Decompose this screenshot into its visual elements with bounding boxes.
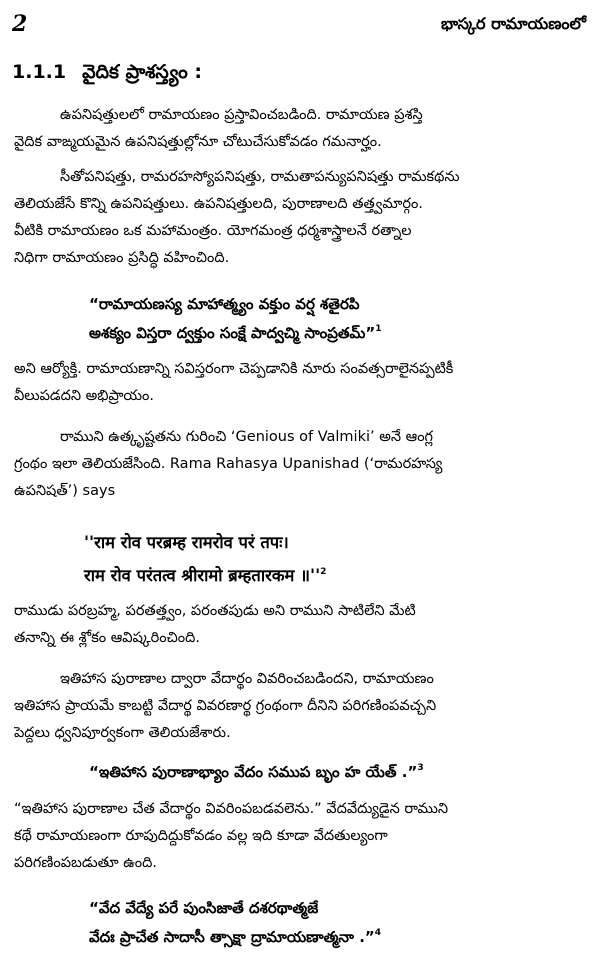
text-line: తెలియజేసే కొన్ని ఉపనిషత్తులు. ఉపనిషత్తులది, పురాణాలది తత్త్వమార్గం. <box>14 196 423 212</box>
text-line: గ్రంథం ఇలా తెలియజేసింది. Rama Rahasya Upanishad (‘రామరహస్య <box>14 456 443 472</box>
section-number: 1.1.1 <box>12 61 67 83</box>
text-line: తనాన్ని ఈ శ్లోకం ఆవిష్కరించింది. <box>14 630 200 646</box>
text-line: రాముని ఉత్కృష్టతను గురించి ‘Genious of Valmiki’ అనే ఆంగ్ల <box>60 429 433 445</box>
verse-line: “రామాయణస్య మాహాత్మ్యం వక్తుం వర్ష శతైరపి <box>89 295 360 313</box>
verse-text: “ఇతిహాస పురాణాభ్యాం వేదం సముప బృం హ యేత్ .” <box>89 763 418 781</box>
text-line: వైదిక వాఙ్మయమైన ఉపనిషత్తుల్లోనూ చోటుచేసుకోవడం గమనార్హం. <box>14 134 382 150</box>
paragraph-3 <box>14 356 586 410</box>
text-line: కథే రామాయణంగా రూపుదిద్దుకోవడం వల్ల ఇది కూడా వేదతుల్యంగా <box>14 828 388 844</box>
text-line: “ఇతిహాస పురాణాల చేత వేదార్థం వివరింపబడవలెను.” వేదవేద్యుడైన రాముని <box>14 801 449 817</box>
paragraph-2 <box>14 164 586 272</box>
text-line: వీటికి రామాయణం ఒక మహామంత్రం. యోగమంత్ర ధర్మశాస్త్రాలనే రత్నాల <box>14 223 412 239</box>
text-line: సీతోపనిషత్తు, రామరహస్యోపనిషత్తు, రామతాపన్యుపనిషత్తు రామకథను <box>60 169 460 185</box>
verse-line <box>14 923 586 952</box>
paragraph-4 <box>14 424 586 505</box>
text-line: ఇతిహాస పురాణాల ద్వారా వేదార్థం వివరించబడిందని, రామాయణం <box>60 671 434 687</box>
footnote-marker: 1 <box>375 324 382 334</box>
verse-line <box>14 758 586 787</box>
verse-quote-2 <box>14 526 586 592</box>
verse-text: అశక్యం విస్తరా ద్వక్తుం సంక్షే పాద్వచ్మి సాంప్రతమ్” <box>89 324 376 342</box>
paragraph-7 <box>14 796 586 877</box>
text-line: ఉపనిషత్’) says <box>14 483 116 499</box>
text-line: ఉపనిషత్తులలో రామాయణం ప్రస్తావించబడింది. రామాయణ ప్రశస్తి <box>60 107 423 123</box>
section-title: వైదిక ప్రాశస్త్యం : <box>82 61 202 83</box>
footnote-marker: 4 <box>374 928 382 938</box>
paragraph-6 <box>14 666 586 747</box>
verse-quote-4 <box>14 894 586 952</box>
running-head: భాస్కర రామాయణంలో <box>441 14 586 33</box>
footnote-marker: 2 <box>320 567 327 577</box>
verse-line: ''राम रोव परब्रम्ह रामरोव परं तपः। <box>84 533 289 552</box>
text-line: రాముడు పరబ్రహ్మ, పరతత్త్వం, పరంతపుడు అని రాముని సాటిలేని మేటి <box>14 603 416 619</box>
verse-quote-1 <box>14 290 586 348</box>
text-line: పెద్దలు ధ్వనిపూర్వకంగా తెలియజేశారు. <box>14 725 231 741</box>
page-header <box>12 10 586 40</box>
verse-line <box>14 559 586 592</box>
paragraph-5 <box>14 598 586 652</box>
paragraph-1 <box>14 102 586 156</box>
text-line: ఇతిహాస ప్రాయమే కాబట్టి వేదార్థ వివరణార్థ గ్రంథంగా దీనిని పరిగణింపవచ్చని <box>14 698 437 714</box>
verse-line <box>14 319 586 348</box>
text-line: అని ఆర్యోక్తి. రామాయణాన్ని సవిస్తరంగా చెప్పడానికి నూరు సంవత్సరాలైనప్పటికీ <box>14 361 454 377</box>
verse-line: “వేద వేద్యే పరే పుంసిజాతే దశరథాత్మజే <box>89 899 319 917</box>
verse-text: వేదః ప్రాచేత సాదాసీ త్సాక్షా ద్రామాయణాత్మనా .” <box>89 928 375 946</box>
text-line: వీలుపడదని అభిప్రాయం. <box>14 388 155 404</box>
footnote-marker: 3 <box>417 763 424 773</box>
text-line: పరిగణింపబడుతూ ఉంది. <box>14 855 157 871</box>
section-heading <box>12 58 202 86</box>
verse-quote-3 <box>14 758 586 787</box>
verse-text: राम रोव परंतत्व श्रीरामो ब्रम्हतारकम ॥'' <box>84 566 321 585</box>
text-line: నిధిగా రామాయణం ప్రసిద్ధి వహించింది. <box>14 250 230 266</box>
page-number: 2 <box>12 11 28 37</box>
